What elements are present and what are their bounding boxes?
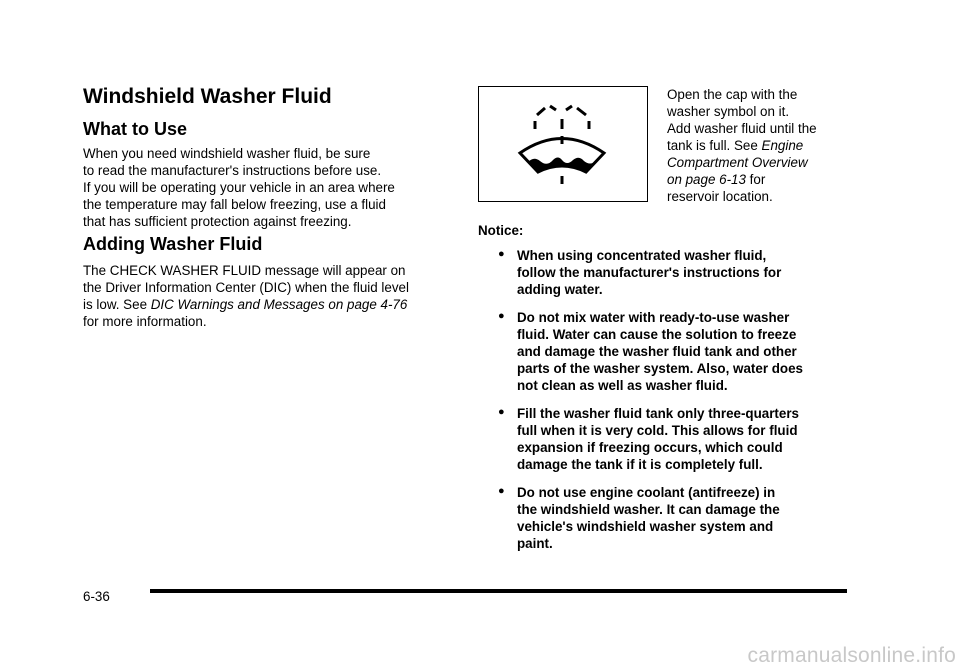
side-text: tank is full. See (667, 138, 762, 153)
notice-line: follow the manufacturer's instructions for (517, 265, 782, 280)
what-line: the temperature may fall below freezing, use a fluid (83, 197, 386, 212)
washer-fluid-symbol-icon (478, 86, 648, 202)
notice-line: the windshield washer. It can damage the (517, 502, 780, 517)
page-ref-6-13[interactable]: on page 6-13 (667, 172, 746, 187)
bullet-icon: ● (498, 310, 505, 322)
what-line: that has sufficient protection against freezing. (83, 214, 352, 229)
engine-compartment-link[interactable]: Engine (761, 138, 804, 153)
notice-line: Do not mix water with ready-to-use washer (517, 310, 790, 325)
page-number: 6-36 (83, 589, 110, 604)
notice-list (498, 247, 858, 563)
notice-line: expansion if freezing occurs, which could (517, 440, 783, 455)
bullet-icon: ● (498, 406, 505, 418)
what-line: When you need windshield washer fluid, be sure (83, 146, 371, 161)
notice-item (498, 484, 858, 552)
notice-line: paint. (517, 536, 553, 551)
notice-line: full when it is very cold. This allows for fluid (517, 423, 798, 438)
watermark: carmanualsonline.info (747, 644, 956, 667)
side-text: for (745, 172, 766, 187)
adding-paragraph (83, 262, 453, 330)
notice-line: When using concentrated washer fluid, (517, 248, 767, 263)
side-line (667, 171, 867, 188)
adding-line: the Driver Information Center (DIC) when the fluid level (83, 280, 409, 295)
notice-line: adding water. (517, 282, 603, 297)
page-ref-4-76[interactable]: on page 4-76 (324, 297, 408, 312)
bullet-icon: ● (498, 485, 505, 497)
side-instructions (667, 86, 867, 205)
notice-line: fluid. Water can cause the solution to freeze (517, 327, 797, 342)
dic-warnings-link[interactable]: DIC Warnings and Messages (150, 297, 325, 312)
notice-line: vehicle's windshield washer system and (517, 519, 774, 534)
page-title: Windshield Washer Fluid (83, 85, 332, 108)
adding-line: The CHECK WASHER FLUID message will appear on (83, 263, 406, 278)
side-line (667, 137, 867, 154)
bullet-icon: ● (498, 248, 505, 260)
engine-compartment-link-cont[interactable]: Compartment Overview (667, 155, 808, 170)
what-line: If you will be operating your vehicle in an area where (83, 180, 395, 195)
what-line: to read the manufacturer's instructions before use. (83, 163, 382, 178)
notice-line: and damage the washer fluid tank and other (517, 344, 797, 359)
side-line: washer symbol on it. (667, 104, 790, 119)
section-heading-adding-washer-fluid: Adding Washer Fluid (83, 234, 263, 254)
side-line: Add washer fluid until the (667, 121, 817, 136)
footer-rule (150, 589, 847, 593)
adding-text: is low. See (83, 297, 151, 312)
notice-line: parts of the washer system. Also, water does (517, 361, 804, 376)
washer-fluid-figure (478, 86, 648, 202)
notice-label: Notice: (478, 223, 524, 238)
what-to-use-paragraph (83, 145, 453, 230)
notice-item (498, 247, 858, 298)
notice-item (498, 309, 858, 394)
notice-item (498, 405, 858, 473)
notice-line: damage the tank if it is completely full. (517, 457, 763, 472)
section-heading-what-to-use: What to Use (83, 119, 188, 139)
adding-line: for more information. (83, 314, 207, 329)
adding-line (83, 296, 453, 313)
side-line: Open the cap with the (667, 87, 798, 102)
notice-line: Fill the washer fluid tank only three-quarters (517, 406, 800, 421)
notice-line: Do not use engine coolant (antifreeze) in (517, 485, 776, 500)
notice-line: not clean as well as washer fluid. (517, 378, 728, 393)
side-line: reservoir location. (667, 189, 773, 204)
